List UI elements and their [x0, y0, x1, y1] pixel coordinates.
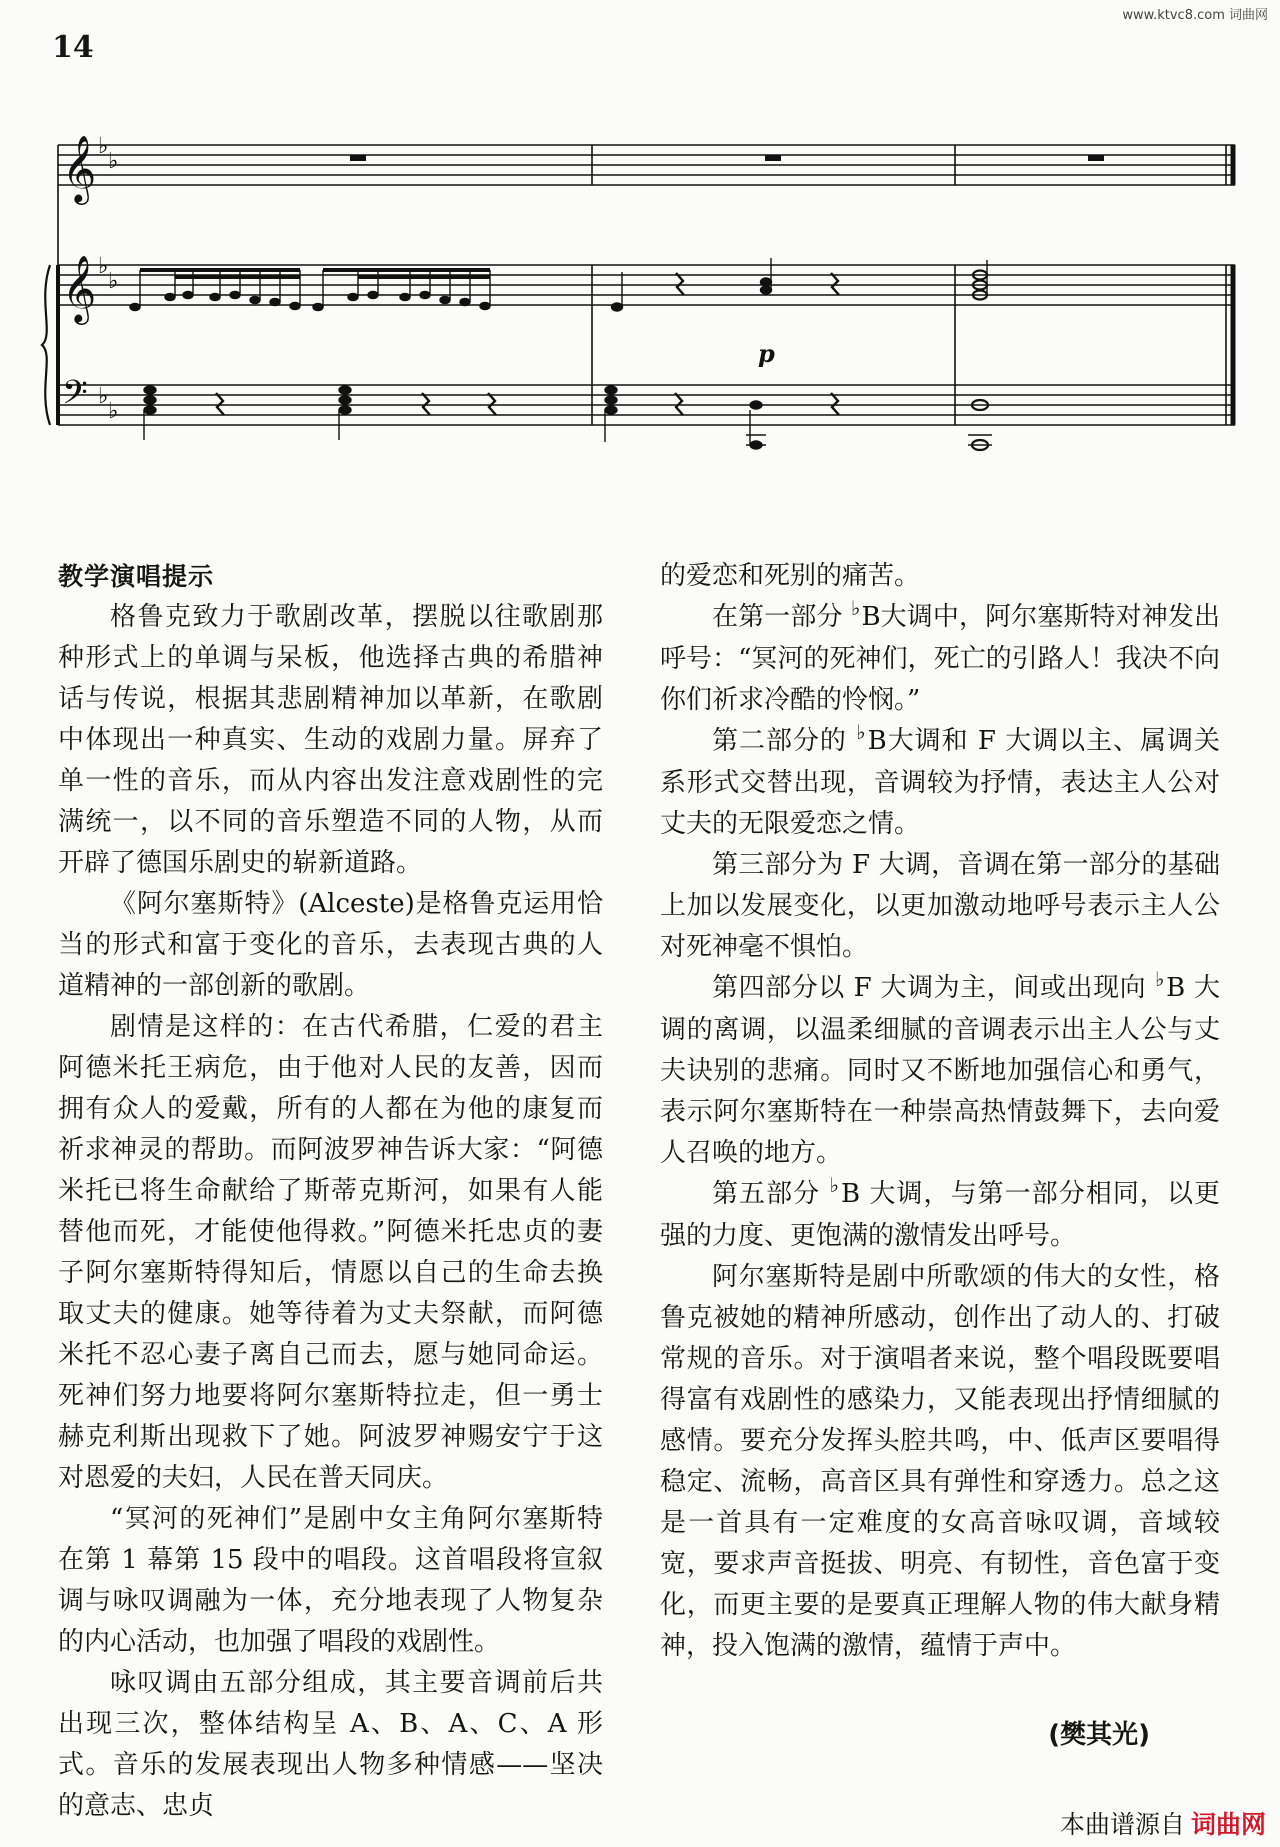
right-column	[660, 556, 1220, 1667]
paragraph: “冥河的死神们”是剧中女主角阿尔塞斯特在第 1 幕第 15 段中的唱段。这首唱段将宣叙调与咏叹调融为一体，充分地表现了人物复杂的内心活动，也加强了唱段的戏剧性。	[58, 1504, 603, 1657]
music-score	[40, 110, 1240, 490]
flat-icon: ♭	[98, 384, 109, 409]
paragraph: 剧情是这样的：在古代希腊，仁爱的君主阿德米托王病危，由于他对人民的友善，因而拥有众人的爱戴，所有的人都在为他的康复而祈求神灵的帮助。而阿波罗神告诉大家：“阿德米托已将生命献给了斯蒂克斯河，如果有人能替他而死，才能使他得救。”阿德米托忠贞的妻子阿尔塞斯特得知后，情愿以自己的生命去换取丈夫的健康。她等待着为丈夫祭献，而阿德米托不忍心妻子离自己而去，愿与她同命运。死神们努力地要将阿尔塞斯特拉走，但一勇士赫克利斯出现救下了她。阿波罗神赐安宁于这对恩爱的夫妇，人民在普天同庆。	[58, 1012, 603, 1493]
flat-icon: ♭	[98, 254, 109, 279]
flat-icon: ♭	[98, 134, 109, 159]
whole-rest	[765, 155, 781, 161]
left-column	[58, 556, 603, 1827]
whole-rest	[1088, 155, 1104, 161]
bass-clef-icon: 𝄢	[62, 374, 88, 420]
voice-staff	[58, 145, 1235, 185]
text-run: B大调中，阿尔塞斯特对神发出呼号：“冥河的死神们，死亡的引路人！我决不向你们祈求冷酷的怜悯。”	[660, 602, 1220, 715]
text-run: B 大调，与第一部分相同，以更强的力度、更饱满的激情发出呼号。	[660, 1179, 1221, 1251]
flat-icon: ♭	[829, 1173, 840, 1197]
text-run: 第四部分以 F 大调为主，间或出现向	[712, 973, 1156, 1003]
paragraph: 阿尔塞斯特是剧中所歌颂的伟大的女性，格鲁克被她的精神所感动，创作出了动人的、打破常规的音乐。对于演唱者来说，整个唱段既要唱得富有戏剧性的感染力，又能表现出抒情细腻的感情。要充分发挥头腔共鸣，中、低声区要唱得稳定、流畅，高音区具有弹性和穿透力。总之这是一首具有一定难度的女高音咏叹调，音域较宽，要求声音挺拔、明亮、有韧性，音色富于变化，而更主要的是要真正理解人物的伟大献身精神，投入饱满的激情，蕴情于声中。	[660, 1262, 1220, 1661]
paragraph: 格鲁克致力于歌剧改革，摆脱以往歌剧那种形式上的单调与呆板，他选择古典的希腊神话与传说，根据其悲剧精神加以革新，在歌剧中体现出一种真实、生动的戏剧力量。屏弃了单一性的音乐，而从内容出发注意戏剧性的完满统一，以不同的音乐塑造不同的人物，从而开辟了德国乐剧史的崭新道路。	[58, 602, 603, 878]
author-credit: (樊其光)	[1048, 1720, 1150, 1750]
footer-text: 本曲谱源自	[1059, 1810, 1185, 1839]
flat-icon: ♭	[856, 720, 867, 744]
paragraph: 咏叹调由五部分组成，其主要音调前后共出现三次，整体结构呈 A、B、A、C、A 形式。音乐的发展表现出人物多种情感——坚决的意志、忠贞	[58, 1668, 603, 1821]
paragraph: 《阿尔塞斯特》(Alceste)是格鲁克运用恰当的形式和富于变化的音乐，去表现古典的人道精神的一部创新的歌剧。	[58, 889, 603, 1001]
dynamic-piano: p	[758, 339, 775, 368]
paragraph	[660, 597, 1220, 721]
flat-icon: ♭	[1155, 967, 1166, 991]
flat-icon: ♭	[108, 269, 119, 294]
flat-icon: ♭	[108, 399, 119, 424]
quarter-note	[612, 303, 623, 311]
paragraph	[660, 968, 1220, 1174]
section-heading: 教学演唱提示	[58, 562, 215, 591]
treble-clef-icon: 𝄞	[62, 254, 97, 322]
text-run: B 大调的离调，以温柔细腻的音调表示出主人公与丈夫诀别的悲痛。同时又不断地加强信心和勇气，表示阿尔塞斯特在一种崇高热情鼓舞下，去向爱人召唤的地方。	[660, 973, 1221, 1168]
bass-chord	[144, 386, 156, 440]
text-run: 第二部分的	[712, 726, 857, 756]
treble-clef-icon: 𝄞	[62, 134, 97, 202]
piano-bass-staff	[58, 385, 1235, 425]
quarter-rest	[676, 273, 684, 295]
paragraph: 的爱恋和死别的痛苦。	[660, 561, 921, 591]
paragraph	[660, 1174, 1220, 1257]
chord-note	[761, 278, 772, 286]
whole-rest	[350, 155, 366, 161]
page-number: 14	[52, 30, 94, 65]
text-run: B大调和 F 大调以主、属调关系形式交替出现，音调较为抒情，表达主人公对丈夫的无限爱恋之情。	[660, 726, 1221, 839]
footer	[1060, 1805, 1266, 1841]
flat-icon: ♭	[108, 149, 119, 174]
footer-brand[interactable]: 词曲网	[1190, 1810, 1266, 1839]
bass-chord	[339, 386, 351, 440]
text-run: 第五部分	[712, 1179, 830, 1209]
flat-icon: ♭	[850, 596, 861, 620]
text-run: 在第一部分	[712, 602, 851, 632]
watermark: www.ktvc8.com 词曲网	[1122, 8, 1268, 23]
paragraph: 第三部分为 F 大调，音调在第一部分的基础上加以发展变化，以更加激动地呼号表示主人公对死神毫不惧怕。	[660, 850, 1220, 962]
quarter-rest	[831, 273, 839, 295]
paragraph	[660, 721, 1220, 845]
